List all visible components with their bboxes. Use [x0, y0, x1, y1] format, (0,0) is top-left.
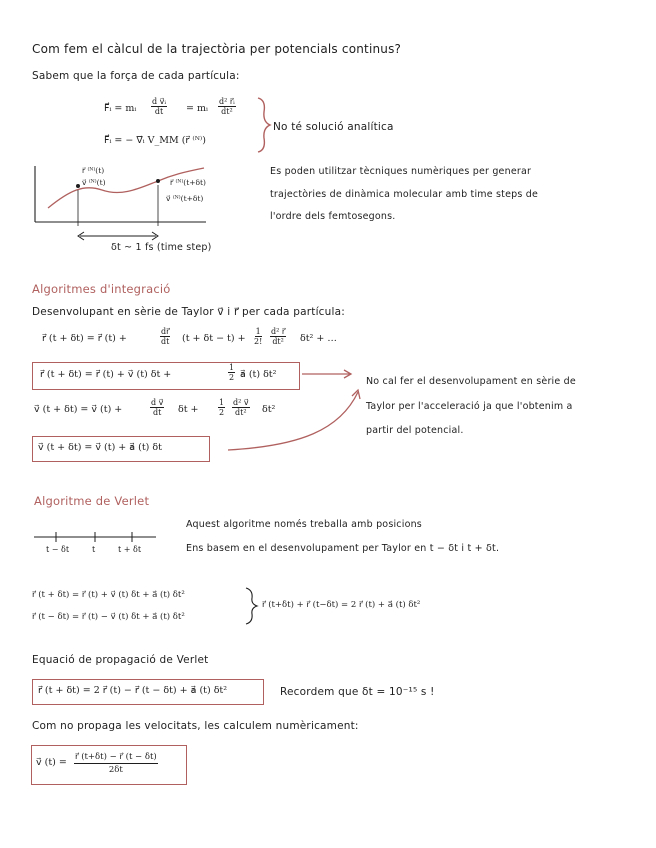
- verlet-sum-eq-2: r⃗ (t − δt) = r⃗ (t) − v⃗ (t) δt + a⃗ (t) δt²: [32, 612, 185, 622]
- trajectory-curve: [48, 168, 204, 208]
- velocity-lhs: v⃗ (t) =: [36, 757, 67, 768]
- v-tail: δt²: [262, 404, 276, 415]
- taylor-tail: δt² + …: [300, 333, 337, 344]
- timestep-reminder: Recordem que δt = 10⁻¹⁵ s !: [280, 686, 435, 698]
- arrow-boxed-v-to-note: [228, 392, 358, 450]
- numeric-line-3: l'ordre dels femtosegons.: [270, 211, 396, 222]
- brace-verlet-sum: [246, 588, 257, 624]
- eq1-frac1-den: dt: [154, 107, 164, 116]
- acceleration-note-1: No cal fer el desenvolupament en sèrie de: [366, 376, 576, 387]
- verlet-sum-result: r⃗ (t+δt) + r⃗ (t−δt) = 2 r⃗ (t) + a⃗ (t) δt²: [262, 600, 421, 610]
- taylor-frac3-num: d² r⃗: [271, 327, 286, 336]
- propagation-heading: Equació de propagació de Verlet: [32, 654, 209, 666]
- verlet-desc-1: Aquest algoritme només treballa amb posicions: [186, 519, 422, 530]
- brace-no-analytic: [258, 98, 270, 152]
- taylor-frac3-den: dt²: [272, 337, 284, 346]
- numeric-line-1: Es poden utilitzar tècniques numèriques per generar: [270, 166, 532, 177]
- v-frac2-num: 1: [219, 398, 225, 407]
- eq1-mid: = mᵢ: [186, 103, 208, 114]
- velocity-frac-den: 2δt: [108, 765, 123, 775]
- propagation-equation: r⃗ (t + δt) = 2 r⃗ (t) − r⃗ (t − δt) + a⃗ (t) δt²: [38, 685, 228, 696]
- v-frac1-num: d v⃗: [151, 398, 164, 407]
- boxed-r-tail: a⃗ (t) δt²: [240, 369, 277, 380]
- plot-label-r: r⃗ ⁽ᴺ⁾(t): [82, 166, 105, 175]
- verlet-desc-2: Ens basem en el desenvolupament per Taylor en t − δt i t + δt.: [186, 543, 500, 554]
- taylor-mid: (t + δt − t) +: [182, 333, 246, 344]
- eq1-frac2-num: d² r⃗ᵢ: [219, 97, 235, 106]
- plot-label-r2: r⃗ ⁽ᴺ⁾(t+δt): [170, 178, 206, 187]
- eq1-frac2-den: dt²: [221, 107, 233, 116]
- acceleration-note-2: Taylor per l'acceleració ja que l'obtenim a: [366, 401, 573, 412]
- no-velocity-note: Com no propaga les velocitats, les calculem numèricament:: [32, 720, 359, 732]
- no-analytic-note: No té solució analítica: [273, 121, 394, 133]
- boxed-r-frac-den: 2: [229, 373, 235, 382]
- v-frac1-den: dt: [153, 408, 162, 417]
- trajectory-point-end: [156, 179, 160, 183]
- boxed-r-text: r⃗ (t + δt) = r⃗ (t) + v⃗ (t) δt +: [40, 369, 172, 380]
- tick-label-t: t: [92, 545, 96, 554]
- velocity-frac-num: r⃗ (t+δt) − r⃗ (t − δt): [75, 752, 157, 762]
- question-heading: Com fem el càlcul de la trajectòria per potencials continus?: [32, 42, 402, 56]
- v-frac3-num: d² v⃗: [233, 398, 249, 407]
- v-frac3-den: dt²: [235, 408, 247, 417]
- tick-label-t-minus: t − δt: [46, 545, 70, 554]
- boxed-v-text: v⃗ (t + δt) = v⃗ (t) + a⃗ (t) δt: [38, 442, 162, 453]
- v-lhs: v⃗ (t + δt) = v⃗ (t) +: [34, 404, 123, 415]
- v-mid: δt +: [178, 404, 199, 415]
- timestep-label: δt ~ 1 fs (time step): [111, 242, 212, 253]
- taylor-frac2-num: 1: [255, 327, 261, 336]
- plot-label-v: v⃗ ⁽ᴺ⁾(t): [82, 178, 106, 187]
- boxed-r-frac-num: 1: [229, 363, 235, 372]
- taylor-frac2-den: 2!: [254, 337, 263, 346]
- taylor-lhs: r⃗ (t + δt) = r⃗ (t) +: [42, 333, 127, 344]
- v-frac2-den: 2: [219, 408, 225, 417]
- taylor-frac1-den: dt: [161, 337, 170, 346]
- force-intro: Sabem que la força de cada partícula:: [32, 70, 240, 82]
- algoritmes-heading: Algoritmes d'integració: [32, 282, 171, 296]
- trajectory-point-start: [76, 184, 80, 188]
- verlet-sum-eq-1: r⃗ (t + δt) = r⃗ (t) + v⃗ (t) δt + a⃗ (t) δt²: [32, 590, 185, 600]
- numeric-line-2: trajectòries de dinàmica molecular amb time steps de: [270, 189, 539, 200]
- arrow-boxed-v-head: [352, 390, 360, 399]
- taylor-frac1-num: dr⃗: [161, 327, 170, 336]
- tick-label-t-plus: t + δt: [118, 545, 142, 554]
- eq1-frac1-num: d v⃗ᵢ: [152, 97, 167, 106]
- acceleration-note-3: partir del potencial.: [366, 425, 464, 436]
- eq1-lhs: F⃗ᵢ = mᵢ: [104, 103, 137, 114]
- verlet-heading: Algoritme de Verlet: [34, 494, 150, 508]
- gradient-equation: F⃗ᵢ = − ∇⃗ᵢ V_MM (r⃗ ⁽ᴺ⁾): [104, 135, 206, 146]
- taylor-intro: Desenvolupant en sèrie de Taylor v⃗ i r⃗ per cada partícula:: [32, 306, 345, 318]
- plot-label-v2: v⃗ ⁽ᴺ⁾(t+δt): [166, 194, 204, 203]
